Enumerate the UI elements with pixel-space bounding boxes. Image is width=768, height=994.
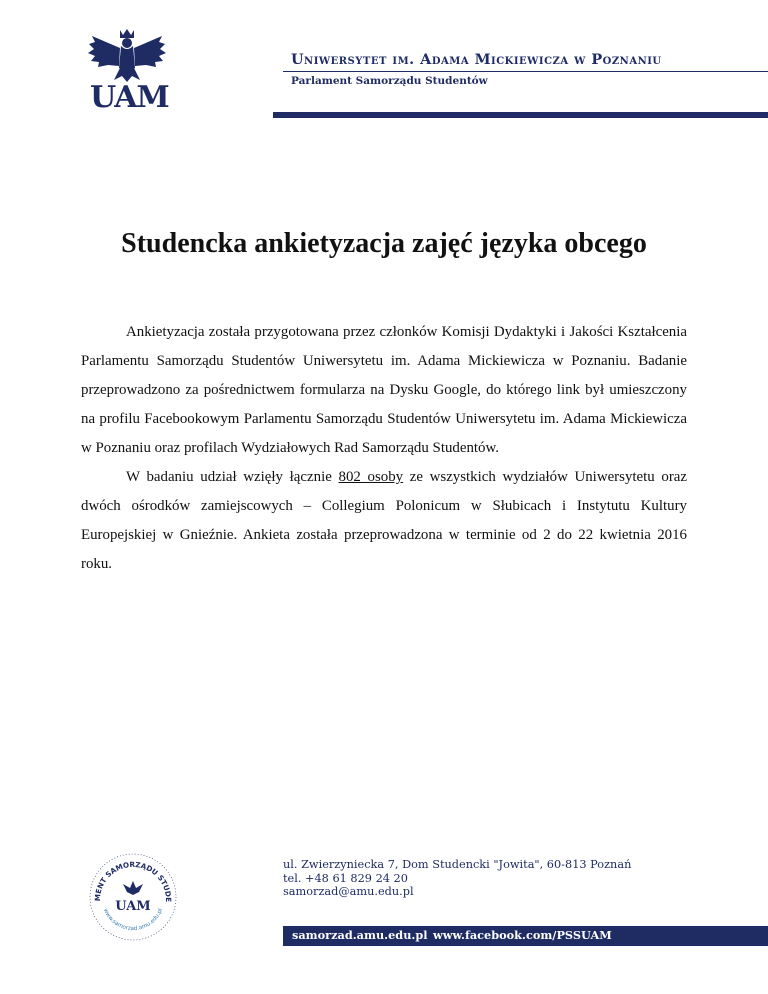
facebook-link[interactable]: www.facebook.com/PSSUAM	[433, 928, 612, 942]
seal-icon	[88, 852, 178, 942]
address: ul. Zwierzyniecka 7, Dom Studencki "Jowita", 60-813 Poznań	[283, 858, 632, 871]
seal-logo-text: UAM	[115, 899, 151, 914]
logo-text: UAM	[90, 80, 169, 115]
uam-logo	[86, 28, 168, 120]
phone: tel. +48 61 829 24 20	[283, 871, 408, 885]
seal-top-text: MENT SAMORZĄDU STUDE	[92, 859, 174, 903]
email-link[interactable]: samorzad@amu.edu.pl	[283, 885, 414, 899]
university-name: Uniwersytet im. Adama Mickiewicza w Poznaniu	[291, 51, 662, 68]
contact-block	[283, 858, 631, 899]
paragraph-2	[81, 463, 687, 579]
student-parliament-seal	[88, 852, 178, 942]
website-link[interactable]: samorzad.amu.edu.pl	[292, 928, 428, 942]
paragraph-2-end: ze wszystkich wydziałów Uniwersytetu oraz dwóch ośrodków zamiejscowych – Collegium Polonicum w Słubicach i Instytutu Kultury Europejskiej w Gnieźnie. Ankieta została przeprowadzona w terminie od 2 do 22 kwietnia 2016 roku.	[81, 469, 688, 572]
header-rule-thin	[283, 71, 768, 72]
document-body	[81, 318, 687, 579]
document-title: Studencka ankietyzacja zajęć języka obcego	[121, 228, 647, 259]
unit-name: Parlament Samorządu Studentów	[291, 75, 488, 87]
paragraph-2-start: W badaniu udział wzięły łącznie	[126, 469, 339, 485]
footer-bar	[283, 926, 768, 946]
participant-count: 802 osoby	[338, 469, 404, 485]
paragraph-1: Ankietyzacja została przygotowana przez członków Komisji Dydaktyki i Jakości Kształcenia Parlamentu Samorządu Studentów Uniwersytetu im. Adama Mickiewicza w Poznaniu. Badanie przeprowadzono za pośrednictwem formularza na Dysku Google, do którego link był umieszczony na profilu Facebookowym Parlamentu Samorządu Studentów Uniwersytetu im. Adama Mickiewicza w Poznaniu oraz profilach Wydziałowych Rad Samorządu Studentów.	[81, 324, 687, 456]
seal-bottom-text: www.samorzad.amu.edu.pl	[101, 907, 165, 933]
header-rule-thick	[273, 112, 768, 118]
